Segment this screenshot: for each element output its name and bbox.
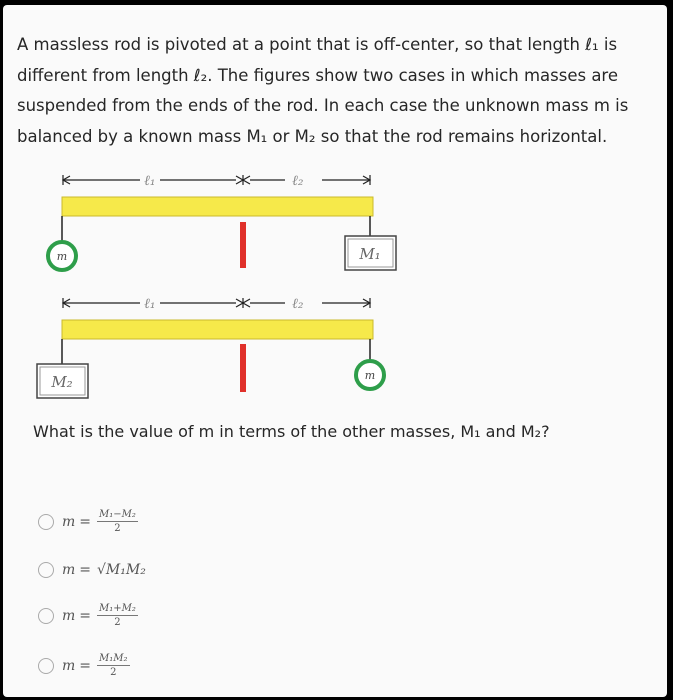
fraction	[97, 509, 138, 535]
question-line: A massless rod is pivoted at a point that is off-center, so that length ℓ₁ is	[17, 35, 618, 54]
fraction-numerator: M₁M₂	[99, 653, 128, 664]
prompt-text: What is the value of m in terms of the other masses, M₁ and M₂?	[33, 422, 550, 441]
case1-right-mass-label: M₁	[359, 245, 381, 263]
case2-l1-label: ℓ₁	[144, 296, 156, 312]
option-lhs: m	[62, 562, 76, 578]
radio-button[interactable]	[38, 514, 54, 530]
answer-option-4[interactable]	[38, 652, 130, 680]
radio-button[interactable]	[38, 562, 54, 578]
option-eq: =	[79, 658, 92, 674]
question-line: balanced by a known mass M₁ or M₂ so that the rod remains horizontal.	[17, 126, 608, 146]
case1-length-arrows	[63, 175, 370, 185]
case2-left-mass-label: M₂	[51, 373, 73, 391]
option-eq: =	[79, 514, 92, 530]
fraction	[97, 603, 138, 629]
radio-button[interactable]	[38, 608, 54, 624]
case1-figure	[48, 173, 396, 270]
case2-pivot	[240, 344, 246, 392]
option-lhs: m	[62, 514, 76, 530]
answer-option-3[interactable]	[38, 602, 138, 630]
answer-option-1[interactable]	[38, 508, 138, 536]
fraction-denominator: 2	[114, 617, 121, 628]
option-eq: =	[79, 608, 92, 624]
fraction	[97, 653, 130, 679]
case1-l1-label: ℓ₁	[144, 173, 156, 189]
option-expression: √M₁M₂	[97, 562, 146, 578]
radio-button[interactable]	[38, 658, 54, 674]
case2-rod	[62, 320, 373, 339]
case1-rod	[62, 197, 373, 216]
fraction-denominator: 2	[110, 667, 117, 678]
case2-length-arrows	[63, 298, 370, 308]
option-lhs: m	[62, 608, 76, 624]
case2-l2-label: ℓ₂	[292, 296, 304, 312]
option-eq: =	[79, 562, 92, 578]
fraction-numerator: M₁+M₂	[99, 603, 136, 614]
case2-right-mass-label: m	[364, 369, 376, 382]
fraction-numerator: M₁−M₂	[99, 509, 136, 520]
fraction-denominator: 2	[114, 523, 121, 534]
case1-l2-label: ℓ₂	[292, 173, 304, 189]
question-line: suspended from the ends of the rod. In each case the unknown mass m is	[17, 96, 629, 115]
question-line: different from length ℓ₂. The figures show two cases in which masses are	[17, 65, 619, 85]
case1-left-mass-label: m	[56, 250, 68, 263]
case2-figure	[37, 296, 384, 398]
answer-option-2[interactable]	[38, 556, 146, 584]
option-lhs: m	[62, 658, 76, 674]
case1-pivot	[240, 222, 246, 268]
